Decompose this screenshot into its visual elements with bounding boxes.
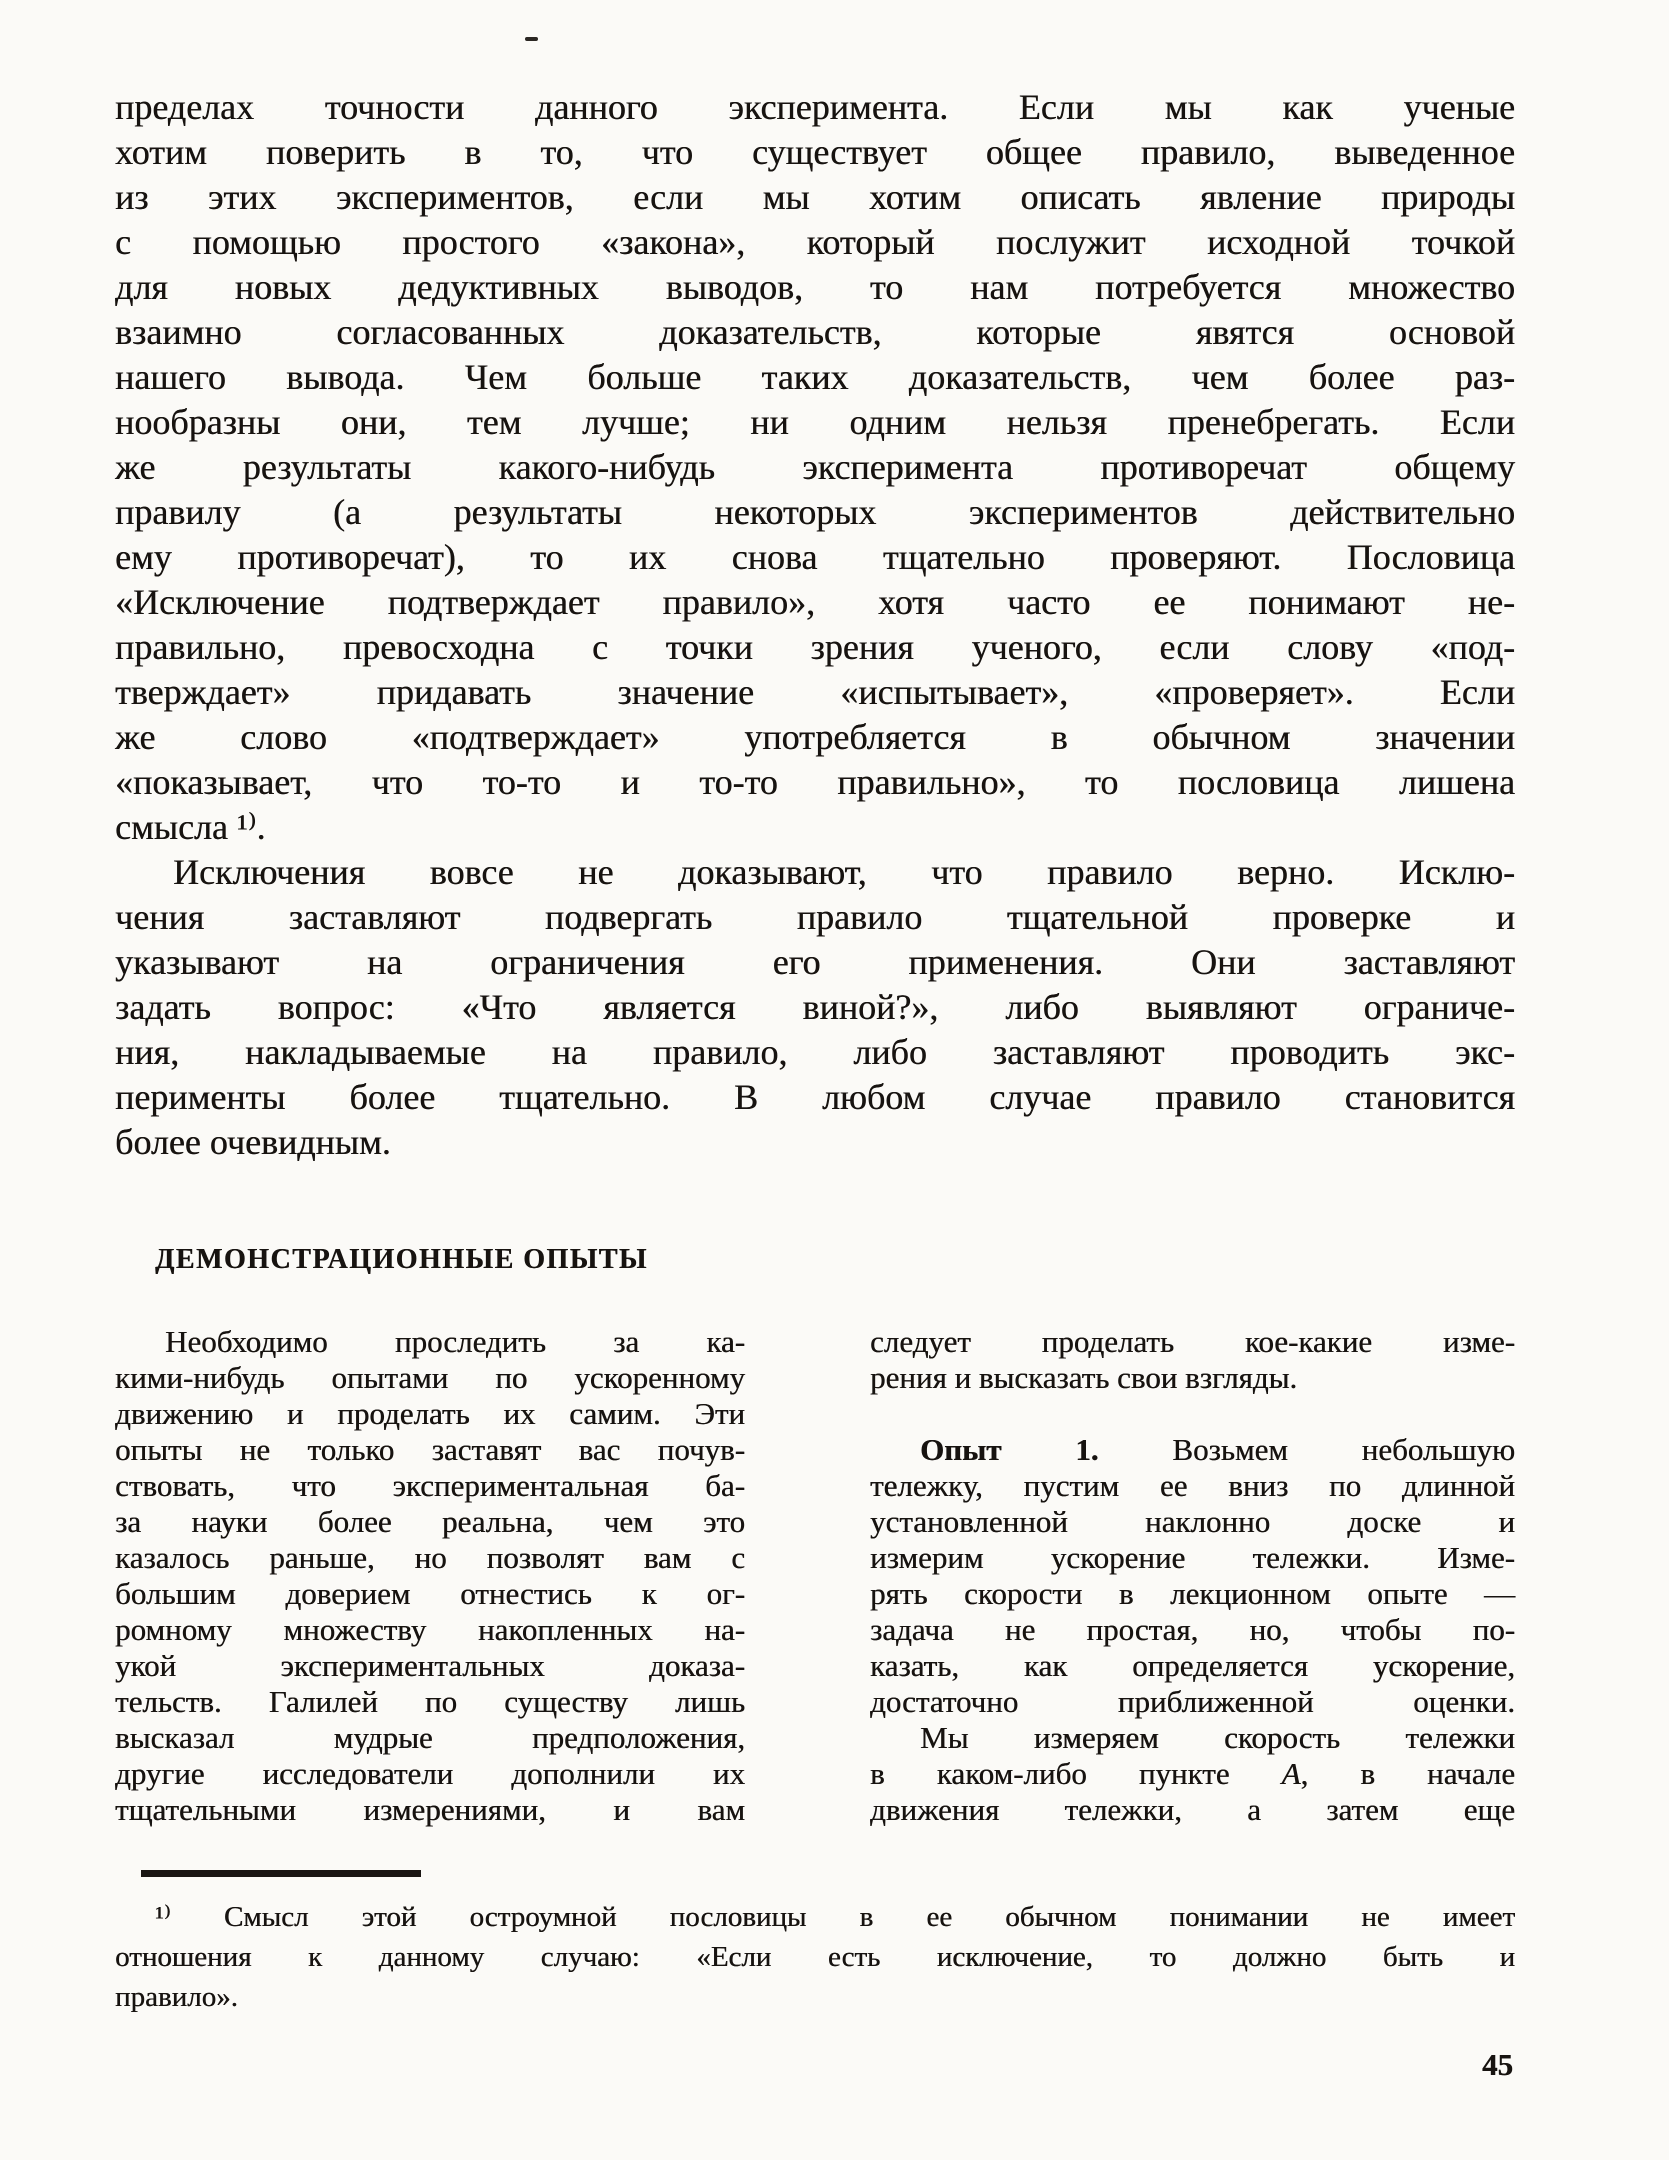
paragraph (115, 85, 1515, 850)
two-column-section (115, 1324, 1515, 1828)
text-line (115, 1432, 745, 1468)
text-segment: Исключения вовсе не доказывают, что правило верно. Исклю- (173, 852, 1515, 892)
text-line (870, 1540, 1515, 1576)
text-line (115, 1792, 745, 1828)
page-number: 45 (1482, 2047, 1513, 2082)
text-segment: рения и высказать свои взгляды. (870, 1360, 1298, 1395)
text-segment: опыты не только заставят вас почув- (115, 1432, 745, 1467)
text-line (870, 1648, 1515, 1684)
text-segment: перименты более тщательно. В любом случае правило становится (115, 1077, 1515, 1117)
text-line (115, 760, 1515, 805)
footnote-divider (141, 1870, 421, 1877)
text-segment: ¹⁾ Смысл этой остроумной пословицы в ее обычном понимании не имеет (155, 1901, 1515, 1933)
text-line (115, 310, 1515, 355)
text-segment: , в начале (1300, 1756, 1515, 1791)
text-line (115, 625, 1515, 670)
text-segment: движению и проделать их самим. Эти (115, 1396, 745, 1431)
text-segment: другие исследователи дополнили их (115, 1756, 745, 1791)
text-segment: измерим ускорение тележки. Изме- (870, 1540, 1515, 1575)
text-segment: тельств. Галилей по существу лишь (115, 1684, 745, 1719)
text-segment: укой экспериментальных доказа- (115, 1648, 745, 1683)
text-segment: правило». (115, 1981, 238, 2013)
text-line (115, 1897, 1515, 1937)
text-segment: смысла ¹⁾. (115, 807, 266, 847)
text-line (115, 850, 1515, 895)
text-segment: взаимно согласованных доказательств, которые явятся основой (115, 312, 1515, 352)
text-segment: из этих экспериментов, если мы хотим описать явление природы (115, 177, 1515, 217)
text-segment: рять скорости в лекционном опыте — (870, 1576, 1515, 1611)
text-line (115, 1576, 745, 1612)
page-content (115, 0, 1515, 2083)
text-segment: высказал мудрые предположения, (115, 1720, 745, 1755)
text-line (870, 1756, 1515, 1792)
text-line (115, 1684, 745, 1720)
text-segment: хотим поверить в то, что существует общее правило, выведенное (115, 132, 1515, 172)
text-line (115, 1468, 745, 1504)
text-line (115, 1075, 1515, 1120)
text-line (870, 1612, 1515, 1648)
text-segment: задача не простая, но, чтобы по- (870, 1612, 1515, 1647)
text-segment: правилу (а результаты некоторых экспериментов действительно (115, 492, 1515, 532)
scan-stray-mark (525, 37, 538, 41)
text-segment: большим доверием отнестись к ог- (115, 1576, 745, 1611)
text-line (115, 1504, 745, 1540)
text-segment: за науки более реальна, чем это (115, 1504, 745, 1539)
text-line (115, 1720, 745, 1756)
paragraph (870, 1432, 1515, 1720)
text-segment: с помощью простого «закона», который послужит исходной точкой (115, 222, 1515, 262)
text-line (115, 445, 1515, 490)
text-line (115, 1324, 745, 1360)
text-line (115, 1396, 745, 1432)
text-line (115, 1937, 1515, 1977)
text-segment: пределах точности данного эксперимента. Если мы как ученые (115, 87, 1515, 127)
text-line (115, 1120, 1515, 1165)
text-line (115, 805, 1515, 850)
text-segment: Возьмем небольшую (1098, 1432, 1515, 1467)
text-segment: достаточно приближенной оценки. (870, 1684, 1515, 1719)
paragraph (115, 1324, 745, 1828)
text-line (870, 1432, 1515, 1468)
left-column (115, 1324, 745, 1828)
text-segment: ния, накладываемые на правило, либо заставляют проводить экс- (115, 1032, 1515, 1072)
text-line (115, 1648, 745, 1684)
text-line (870, 1684, 1515, 1720)
text-line (870, 1720, 1515, 1756)
text-segment: следует проделать кое-какие изме- (870, 1324, 1515, 1359)
text-line (870, 1468, 1515, 1504)
text-line (115, 130, 1515, 175)
text-segment: тщательными измерениями, и вам (115, 1792, 745, 1827)
text-segment: нашего вывода. Чем больше таких доказательств, чем более раз- (115, 357, 1515, 397)
paragraph (870, 1720, 1515, 1828)
text-line (115, 715, 1515, 760)
right-column (870, 1324, 1515, 1828)
paragraph (870, 1324, 1515, 1396)
text-line (115, 400, 1515, 445)
text-segment: же результаты какого-нибудь эксперимента противоречат общему (115, 447, 1515, 487)
text-line (115, 1612, 745, 1648)
text-line (115, 265, 1515, 310)
text-segment: нообразны они, тем лучше; ни одним нельзя пренебрегать. Если (115, 402, 1515, 442)
text-line (115, 1756, 745, 1792)
text-segment: казать, как определяется ускорение, (870, 1648, 1515, 1683)
text-line (115, 220, 1515, 265)
text-line (115, 985, 1515, 1030)
footnote-text (115, 1897, 1515, 2017)
text-line (115, 670, 1515, 715)
text-segment: в каком-либо пункте (870, 1756, 1282, 1791)
text-line (870, 1576, 1515, 1612)
text-segment: установленной наклонно доске и (870, 1504, 1515, 1539)
paragraph (115, 1897, 1515, 2017)
text-line (115, 490, 1515, 535)
text-segment: Мы измеряем скорость тележки (920, 1720, 1515, 1755)
text-segment: ствовать, что экспериментальная ба- (115, 1468, 745, 1503)
text-segment: указывают на ограничения его применения. Они заставляют (115, 942, 1515, 982)
text-segment: тверждает» придавать значение «испытывает», «проверяет». Если (115, 672, 1515, 712)
text-line (870, 1504, 1515, 1540)
text-segment: движения тележки, а затем еще (870, 1792, 1515, 1827)
text-segment: же слово «подтверждает» употребляется в обычном значении (115, 717, 1515, 757)
text-segment: казалось раньше, но позволят вам с (115, 1540, 745, 1575)
paragraph (115, 850, 1515, 1165)
italic-text: A (1281, 1756, 1301, 1791)
text-segment: тележку, пустим ее вниз по длинной (870, 1468, 1515, 1503)
text-segment: правильно, превосходна с точки зрения ученого, если слову «под- (115, 627, 1515, 667)
text-line (115, 535, 1515, 580)
text-segment: более очевидным. (115, 1122, 391, 1162)
text-line (870, 1360, 1515, 1396)
text-segment: чения заставляют подвергать правило тщательной проверке и (115, 897, 1515, 937)
text-segment: ему противоречат), то их снова тщательно проверяют. Пословица (115, 537, 1515, 577)
text-segment: «показывает, что то-то и то-то правильно», то пословица лишена (115, 762, 1515, 802)
text-segment: Необходимо проследить за ка- (165, 1324, 745, 1359)
section-heading: ДЕМОНСТРАЦИОННЫЕ ОПЫТЫ (155, 1244, 648, 1275)
emphasis-text: Опыт 1. (920, 1432, 1099, 1467)
text-line (115, 580, 1515, 625)
text-line (115, 1540, 745, 1576)
text-line (870, 1792, 1515, 1828)
text-segment: ромному множеству накопленных на- (115, 1612, 745, 1647)
text-segment: отношения к данному случаю: «Если есть исключение, то должно быть и (115, 1941, 1515, 1973)
text-line (115, 1360, 745, 1396)
text-line (115, 940, 1515, 985)
text-line (115, 355, 1515, 400)
text-line (870, 1324, 1515, 1360)
text-line (115, 175, 1515, 220)
text-segment: для новых дедуктивных выводов, то нам потребуется множество (115, 267, 1515, 307)
text-segment: задать вопрос: «Что является виной?», либо выявляют ограниче- (115, 987, 1515, 1027)
text-segment: «Исключение подтверждает правило», хотя часто ее понимают не- (115, 582, 1515, 622)
text-line (115, 895, 1515, 940)
text-line (115, 1977, 1515, 2017)
intro-text-block (115, 85, 1515, 1165)
text-line (115, 1030, 1515, 1075)
text-line (115, 85, 1515, 130)
text-segment: кими-нибудь опытами по ускоренному (115, 1360, 745, 1395)
